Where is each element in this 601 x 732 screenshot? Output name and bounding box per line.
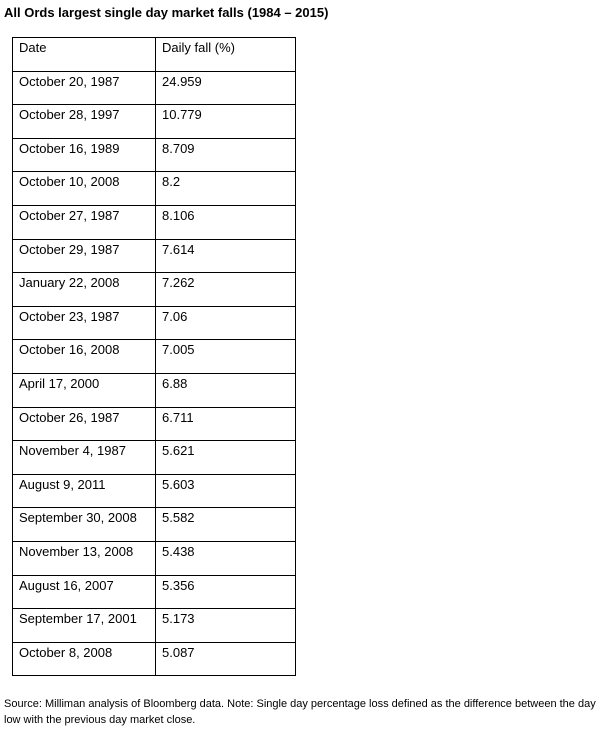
date-cell: January 22, 2008 [13, 273, 156, 307]
daily-fall-cell: 7.262 [156, 273, 296, 307]
source-note: Source: Milliman analysis of Bloomberg data. Note: Single day percentage loss defined as the difference between the day low with the previous day market close. [4, 698, 596, 726]
daily-fall-cell: 7.614 [156, 239, 296, 273]
date-cell: October 23, 1987 [13, 306, 156, 340]
date-cell: September 30, 2008 [13, 508, 156, 542]
date-cell: April 17, 2000 [13, 373, 156, 407]
daily-fall-cell: 5.582 [156, 508, 296, 542]
date-cell: August 9, 2011 [13, 474, 156, 508]
daily-fall-cell: 5.173 [156, 609, 296, 643]
date-cell: October 16, 2008 [13, 340, 156, 374]
daily-fall-cell: 5.621 [156, 441, 296, 475]
daily-fall-cell: 10.779 [156, 105, 296, 139]
column-header-date: Date [13, 38, 156, 72]
daily-fall-cell: 8.106 [156, 205, 296, 239]
daily-fall-cell: 8.709 [156, 138, 296, 172]
table-row [13, 642, 296, 676]
date-cell: August 16, 2007 [13, 575, 156, 609]
daily-fall-cell: 6.88 [156, 373, 296, 407]
table-row [13, 474, 296, 508]
date-cell: September 17, 2001 [13, 609, 156, 643]
daily-fall-cell: 7.06 [156, 306, 296, 340]
table-row [13, 306, 296, 340]
table-title: All Ords largest single day market falls (1984 – 2015) [4, 5, 329, 20]
table-row [13, 71, 296, 105]
table-row [13, 575, 296, 609]
market-falls-table [12, 37, 296, 676]
table-row [13, 239, 296, 273]
table-row [13, 373, 296, 407]
date-cell: October 26, 1987 [13, 407, 156, 441]
daily-fall-cell: 7.005 [156, 340, 296, 374]
date-cell: October 8, 2008 [13, 642, 156, 676]
daily-fall-cell: 5.087 [156, 642, 296, 676]
table-row [13, 441, 296, 475]
daily-fall-cell: 5.603 [156, 474, 296, 508]
date-cell: October 29, 1987 [13, 239, 156, 273]
daily-fall-cell: 24.959 [156, 71, 296, 105]
daily-fall-cell: 5.438 [156, 541, 296, 575]
table-header-row [13, 38, 296, 72]
daily-fall-cell: 5.356 [156, 575, 296, 609]
date-cell: November 4, 1987 [13, 441, 156, 475]
date-cell: November 13, 2008 [13, 541, 156, 575]
table-row [13, 508, 296, 542]
column-header-daily-fall: Daily fall (%) [156, 38, 296, 72]
date-cell: October 10, 2008 [13, 172, 156, 206]
table-row [13, 138, 296, 172]
table-row [13, 105, 296, 139]
table-row [13, 407, 296, 441]
date-cell: October 27, 1987 [13, 205, 156, 239]
table-row [13, 340, 296, 374]
daily-fall-cell: 8.2 [156, 172, 296, 206]
table-row [13, 172, 296, 206]
date-cell: October 16, 1989 [13, 138, 156, 172]
daily-fall-cell: 6.711 [156, 407, 296, 441]
table-row [13, 541, 296, 575]
date-cell: October 20, 1987 [13, 71, 156, 105]
table-row [13, 273, 296, 307]
date-cell: October 28, 1997 [13, 105, 156, 139]
table-row [13, 205, 296, 239]
table-row [13, 609, 296, 643]
